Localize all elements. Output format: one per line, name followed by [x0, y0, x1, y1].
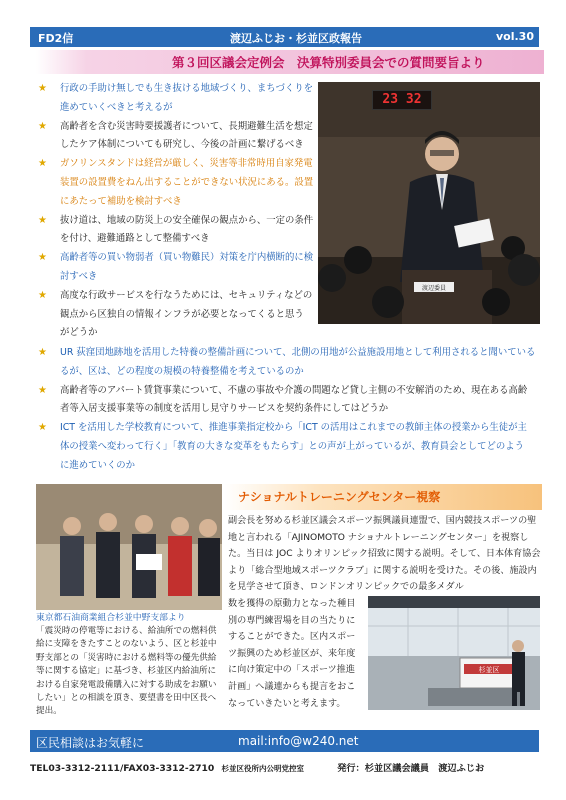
bullet-line: UR 荻窪団地跡地を活用した特養の整備計画について、北側の用地が公益施設用地として利用されると聞いている [60, 347, 536, 358]
session-clock: 23 32 [372, 90, 432, 110]
bullet-line: を付け、避難通路として整備すべき [60, 233, 210, 245]
office-address: 杉並区役所内公明党控室 [221, 764, 304, 773]
header-center: 渡辺ふじお・杉並区政報告 [230, 32, 362, 45]
bullet-line: にあたって補助を検討すべき [60, 195, 182, 207]
bullet-line: 高齢者等のアパート賃貸事業について、不慮の事故や介護の問題など貸し主側の不安解消のため、現在ある高齢 [60, 384, 528, 396]
bullet-item [38, 287, 313, 343]
bullet-line: 抜け道は、地域の防災上の安全確保の観点から、一定の条件 [60, 214, 314, 226]
footer-banner [30, 730, 539, 752]
training-center-image [368, 596, 540, 710]
email-link[interactable]: mail:info@w240.net [238, 734, 359, 748]
petition-handover-image [36, 484, 222, 610]
bullet-line: 装置の設置費をねん出することができない状況にある。設置 [60, 176, 314, 188]
petition-handover-photo [36, 484, 222, 610]
star-icon: ★ [38, 214, 47, 226]
bullet-line: に進めていくのか [60, 459, 136, 471]
council-speech-photo [318, 82, 540, 324]
bullet-line: 高齢者を含む災害時要援護者について、長期避難生活を想定 [60, 120, 313, 132]
bullet-item [38, 419, 542, 475]
star-icon: ★ [38, 83, 47, 94]
star-icon: ★ [38, 120, 47, 132]
section-body: 副会長を努める杉並区議会スポーツ振興議員連盟で、国内競技スポーツの聖地と言われる「AJINOMOTO ナショナルトレーニングセンター」を視察した。当日は JOC よりオリンピック招致に関する説明。そして、日本体育協会より「総合型地域スポーツクラブ」に関する説明を受けた。その後、施設内を見学させて頂き、ロンドンオリンピックでの最多メダル [228, 516, 541, 593]
bullet-line: 体の授業へ変わって行く」「教育の大きな変革をもたらす」との声が上がっているが、教育員会としてどのよう [60, 440, 524, 452]
star-icon: ★ [38, 422, 47, 434]
bullet-line: 行政の手助け無しでも生き抜ける地域づくり、まちづくりを [60, 83, 314, 94]
nameplate-text: 渡辺委員 [421, 285, 447, 292]
section-body-continued: 数を獲得の原動力となった種目別の専門練習場を目の当たりにすることができた。区内スポーツ振興のため杉並区が、来年度に向け策定中の「スポーツ推進計画」へ議連からも提言をおこなっていきたいと考えます。 [228, 599, 356, 709]
bullet-line: ICT を活用した学校教育について、推進事業指定校から「ICT の活用はこれまでの教師主体の授業から生徒が主 [60, 422, 527, 434]
bullet-line: したケア体制についても研究し、今後の計画に繋げるべき [60, 139, 304, 151]
bullet-list-bottom [38, 344, 542, 476]
bullet-line: がどうか [60, 327, 98, 339]
headline: 第３回区議会定例会 決算特別委員会での質問要旨より [172, 55, 485, 70]
bullet-line: 観点から区独自の情報インフラが必要となってくると思う [60, 308, 304, 320]
star-icon: ★ [38, 252, 47, 264]
star-icon: ★ [38, 289, 47, 301]
section-title: ナショナルトレーニングセンター視察 [238, 490, 441, 504]
star-icon: ★ [38, 347, 47, 358]
star-icon: ★ [38, 384, 47, 396]
bullet-line: 高度な行政サービスを行なうためには、セキュリティなどの [60, 289, 313, 301]
bullet-item [38, 80, 313, 118]
phone-fax: TEL03-3312-2111/FAX03-3312-2710 [30, 763, 215, 774]
bullet-item [38, 155, 313, 211]
publisher: 発行：杉並区議会議員 渡辺ふじお [337, 763, 485, 774]
banner-sign-text: 杉並区 [478, 666, 500, 674]
bullet-line: 高齢者等の買い物弱者（買い物難民）対策を庁内横断的に検 [60, 252, 314, 264]
bullet-item [38, 118, 313, 156]
bullet-item [38, 344, 542, 382]
header-left: FD2信 [38, 32, 74, 45]
bullet-line: るが、区は、どの程度の規模の特養整備を考えているのか [60, 365, 304, 377]
caption-body: 「震災時の停電等における、給油所での燃料供給に支障をきたすことのないよう、区と杉並中野支部との「災害時における燃料等の優先供給等に関する協定」に基づき、杉並区内給油所における自家発電設備購入に対する助成をお願いしたい」との相談を頂き、要望書を田中区長へ提出。 [36, 626, 217, 717]
bullet-line: 討すべき [60, 270, 98, 282]
training-center-photo [368, 596, 540, 710]
header-bar [30, 27, 539, 47]
bullet-item [38, 212, 313, 250]
bullet-line: 者等入居支援事業等の制度を活用し見守りサービスを契約条件にしてはどうか [60, 403, 389, 415]
bullet-item [38, 382, 542, 420]
bullet-line: ガソリンスタンドは経営が厳しく、災害等非常時用自家発電 [60, 158, 313, 170]
header-right: vol.30 [496, 30, 534, 43]
consultation-text: 区民相談はお気軽に [36, 736, 145, 750]
star-icon: ★ [38, 158, 47, 170]
bullet-list-top [38, 80, 313, 343]
footer-contact [30, 760, 539, 774]
bullet-item [38, 249, 313, 287]
council-speech-image [318, 82, 540, 324]
bullet-line: 進めていくべきと考えるが [60, 101, 173, 113]
caption-title: 東京都石油商業組合杉並中野支部より [36, 613, 186, 623]
